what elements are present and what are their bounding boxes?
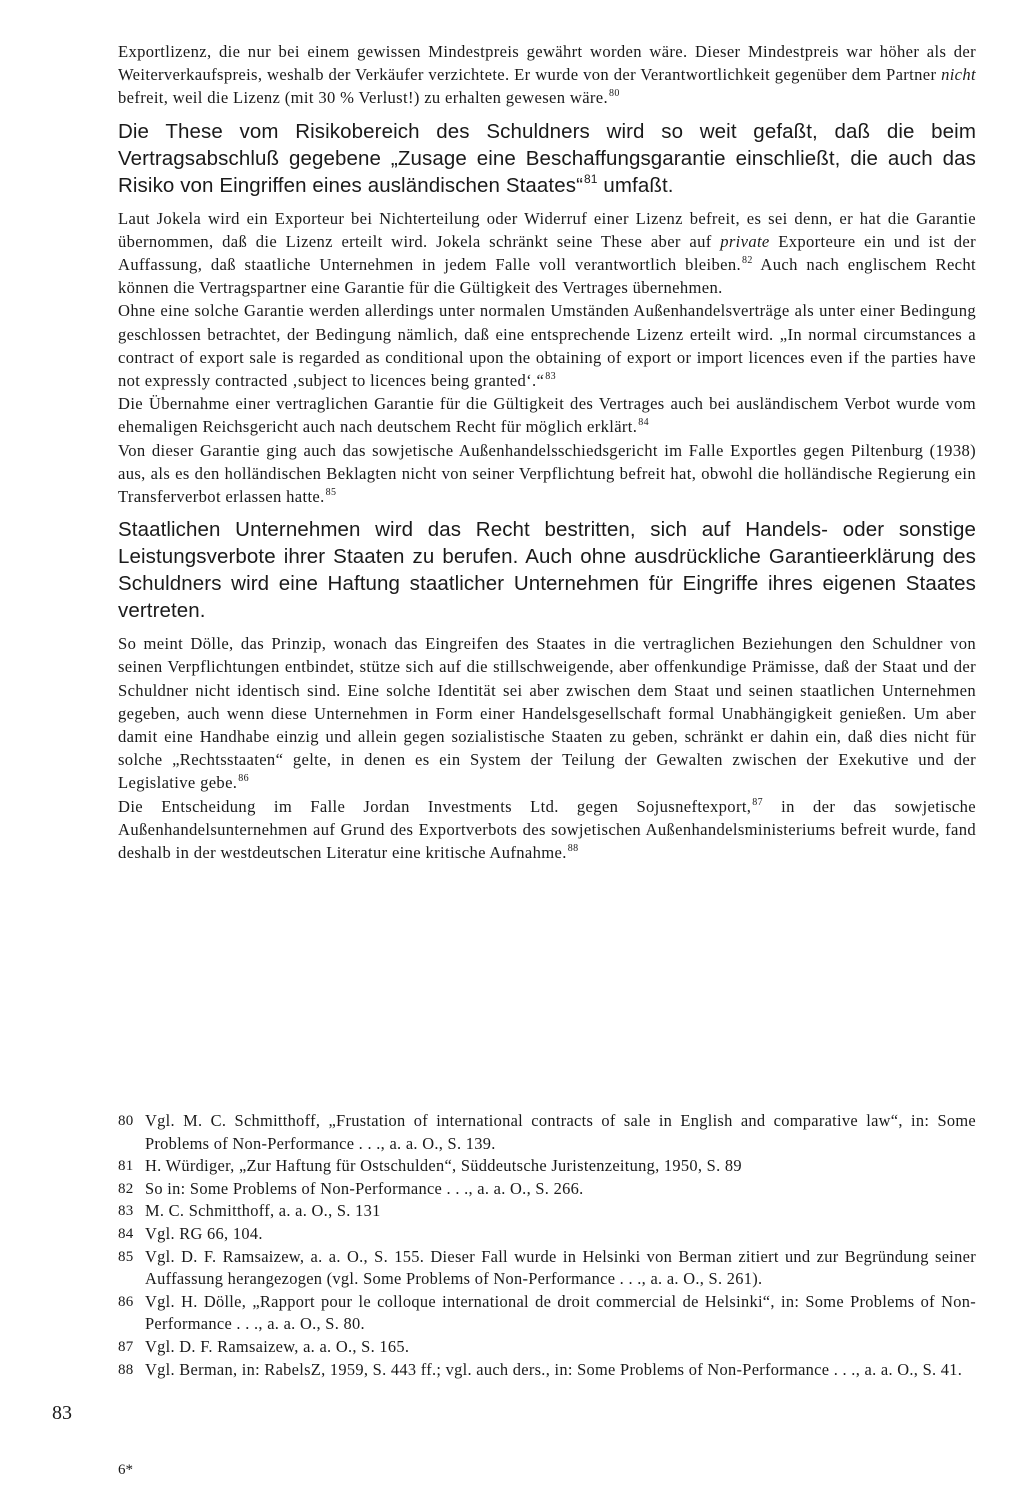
text-run: Staatlichen Unternehmen wird das Recht bestritten, sich auf Handels- oder sonstige Leistungsverbote ihrer Staaten zu berufen. Auch ohne ausdrückliche Garantieerklärung des Schuldners wird eine Haftung staatlicher Unternehmen für Eingriffe ihres eigenen Staates vertreten.: [118, 518, 976, 623]
footnote-text: Vgl. D. F. Ramsaizew, a. a. O., S. 165.: [145, 1336, 410, 1356]
thesis-paragraph: [118, 516, 976, 624]
text-run: Von dieser Garantie ging auch das sowjetische Außenhandelsschiedsgericht im Falle Exportles gegen Piltenburg (1938) aus, als es den holländischen Beklagten nicht von seiner Verpflichtung befreit hat, obwohl die holländische Regierung ein Transferverbot erlassen hatte.: [118, 440, 976, 507]
text-run: Ohne eine solche Garantie werden allerdings unter normalen Umständen Außenhandelsverträge als unter einer Bedingung geschlossen betrachtet, der Bedingung nämlich, daß eine entsprechende Lizenz erteilt wird. „In normal circumstances a contract of export sale is regarded as conditional upon the obtaining of export or import licences even if the parties have not expressly contracted ‚subject to licences being granted‘.“: [118, 301, 976, 391]
footnote-number: 80: [118, 1113, 134, 1129]
footnote-text: Vgl. H. Dölle, „Rapport pour le colloque international de droit commercial de Helsinki“, in: Some Problems of Non-Performance . . ., a. a. O., S. 80.: [145, 1291, 976, 1334]
text-run: So meint Dölle, das Prinzip, wonach das Eingreifen des Staates in die vertraglichen Beziehungen den Schuldner von seinen Verpflichtungen entbindet, stütze sich auf die stillschweigende, aber offenkundige Prämisse, daß der Staat und der Schuldner nicht identisch sind. Eine solche Identität sei aber zwischen dem Staat und seinen staatlichen Unternehmen gegeben, auch wenn diese Unternehmen in Form einer Handelsgesellschaft formal Unabhängigkeit genießen. Um aber damit eine Handhabe einzig und allein gegen sozialistische Staaten zu geben, schränkt er dahin ein, daß dies nicht für solche „Rechtsstaaten“ gelte, in denen es ein System der Teilung der Gewalten zwischen der Exekutive und der Legislative gebe.: [118, 634, 976, 793]
footnote: [118, 1155, 976, 1178]
body-paragraph: [118, 439, 976, 509]
body-paragraph: [118, 207, 976, 300]
footnotes: [118, 1110, 976, 1381]
footnote: [118, 1336, 976, 1359]
text-run: Die Entscheidung im Falle Jordan Investments Ltd. gegen Sojusneftexport,: [118, 796, 752, 816]
body-paragraph: [118, 299, 976, 392]
text-run: Exportlizenz, die nur bei einem gewissen Mindestpreis gewährt worden wäre. Dieser Mindestpreis war höher als der Weiterverkaufspreis, weshalb der Verkäufer verzichtete. Er wurde von der Verantwortlichkeit gegenüber dem Partner: [118, 42, 976, 85]
footnote-reference: 83: [545, 371, 556, 383]
footnote: [118, 1359, 976, 1382]
footnote-reference: 87: [752, 796, 763, 808]
text-run: Exporteure ein und ist der Auffassung, daß staatliche Unternehmen in jedem Falle voll verantwortlich bleiben.: [118, 231, 976, 275]
footnote-text: Vgl. RG 66, 104.: [145, 1223, 263, 1243]
footnote: [118, 1110, 976, 1155]
main-text: [118, 40, 976, 864]
footnote-reference: 88: [567, 843, 579, 855]
text-run: Die Übernahme einer vertraglichen Garantie für die Gültigkeit des Vertrages auch bei ausländischem Verbot wurde vom ehemaligen Reichsgericht auch nach deutschem Recht für möglich erklärt.: [118, 394, 976, 437]
body-paragraph: [118, 632, 976, 794]
footnote-reference: 85: [325, 487, 337, 499]
footnote-number: 81: [118, 1158, 134, 1175]
emphasis-text: private: [720, 231, 770, 251]
footnote: [118, 1200, 976, 1223]
page-number: 83: [52, 1402, 72, 1424]
text-run: Auch nach englischem Recht können die Vertragspartner eine Garantie für die Gültigkeit des Vertrages übernehmen.: [118, 255, 976, 298]
footnote-reference: 86: [238, 773, 249, 785]
footnote-number: 83: [118, 1203, 134, 1220]
emphasis-text: nicht: [941, 65, 976, 85]
footnote-number: 88: [118, 1361, 134, 1378]
text-run: befreit, weil die Lizenz (mit 30 % Verlust!) zu erhalten gewesen wäre.: [118, 88, 609, 108]
footnote-reference: 82: [741, 255, 753, 267]
text-run: umfaßt.: [597, 173, 674, 197]
footnote-number: 84: [118, 1225, 134, 1242]
thesis-paragraph: [118, 118, 976, 199]
footnote-number: 85: [118, 1248, 134, 1265]
text-run: Die These vom Risikobereich des Schuldners wird so weit gefaßt, daß die beim Vertragsabschluß gegebene „Zusage eine Beschaffungsgarantie einschließt, die auch das Risiko von Eingriffen eines ausländischen Staates“: [118, 119, 976, 197]
footnote-text: Vgl. Berman, in: RabelsZ, 1959, S. 443 ff.; vgl. auch ders., in: Some Problems of Non-Performance . . ., a. a. O., S. 41.: [145, 1359, 963, 1379]
footnote: [118, 1178, 976, 1201]
footnote-text: H. Würdiger, „Zur Haftung für Ostschulden“, Süddeutsche Juristenzeitung, 1950, S. 89: [145, 1156, 742, 1176]
footnote-reference: 81: [584, 171, 598, 186]
footnote-number: 87: [118, 1338, 134, 1355]
footnote: [118, 1246, 976, 1291]
footnote-text: Vgl. D. F. Ramsaizew, a. a. O., S. 155. Dieser Fall wurde in Helsinki von Berman zitiert und zur Begründung seiner Auffassung herangezogen (vgl. Some Problems of Non-Performance . . ., a. a. O., S. 261).: [145, 1246, 976, 1289]
footnote-reference: 80: [609, 88, 620, 100]
footnote-text: So in: Some Problems of Non-Performance . . ., a. a. O., S. 266.: [145, 1178, 584, 1198]
footnote: [118, 1223, 976, 1246]
footnote-text: Vgl. M. C. Schmitthoff, „Frustation of international contracts of sale in English and comparative law“, in: Some Problems of Non-Performance . . ., a. a. O., S. 139.: [145, 1111, 976, 1153]
footnote: [118, 1291, 976, 1336]
body-paragraph: [118, 392, 976, 438]
footnote-text: M. C. Schmitthoff, a. a. O., S. 131: [145, 1201, 381, 1221]
body-paragraph: [118, 795, 976, 865]
footnote-number: 82: [118, 1180, 134, 1197]
text-run: in der das sowjetische Außenhandelsunternehmen auf Grund des Exportverbots des sowjetischen Außenhandelsministeriums befreit wurde, fand deshalb in der westdeutschen Literatur eine kritische Aufnahme.: [118, 796, 977, 863]
footnote-number: 86: [118, 1293, 134, 1310]
footnote-reference: 84: [638, 417, 649, 429]
text-run: Laut Jokela wird ein Exporteur bei Nichterteilung oder Widerruf einer Lizenz befreit, es sei denn, er hat die Garantie übernommen, daß die Lizenz erteilt wird. Jokela schränkt seine These aber auf: [118, 208, 976, 251]
signature-mark: 6*: [118, 1462, 133, 1478]
body-paragraph: [118, 40, 976, 110]
